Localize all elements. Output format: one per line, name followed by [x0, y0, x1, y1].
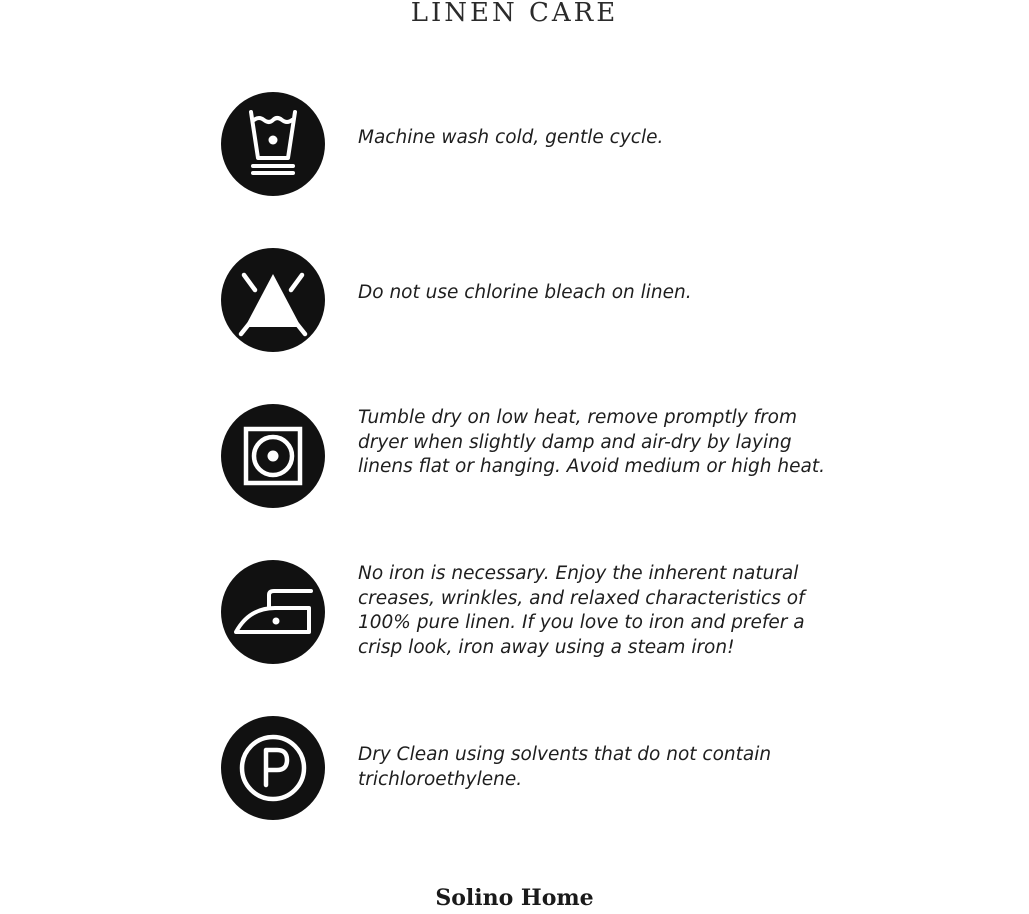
care-item-bleach	[221, 248, 841, 352]
tumble-dry-low-icon	[221, 404, 325, 508]
care-item-dry-clean	[221, 716, 841, 820]
care-text-wash: Machine wash cold, gentle cycle.	[358, 127, 664, 148]
page-title: LINEN CARE	[410, 0, 619, 28]
wash-30-icon	[221, 92, 325, 196]
care-item-wash	[221, 92, 841, 196]
care-item-iron	[221, 560, 841, 664]
iron-low-icon	[221, 560, 325, 664]
brand-name: Solino Home	[435, 885, 594, 911]
no-chlorine-bleach-icon	[221, 248, 325, 352]
dry-clean-p-icon	[221, 716, 325, 820]
care-item-tumble-dry	[221, 404, 841, 508]
care-text-tumble-dry: Tumble dry on low heat, remove promptly from dryer when slightly damp and air-dry by laying linens flat or hanging. Avoid medium or high heat.	[358, 407, 825, 477]
care-text-iron: No iron is necessary. Enjoy the inherent natural creases, wrinkles, and relaxed characteristics of 100% pure linen. If you love to iron and prefer a crisp look, iron away using a steam iron!	[358, 563, 805, 658]
care-text-bleach: Do not use chlorine bleach on linen.	[358, 282, 692, 303]
care-text-dry-clean: Dry Clean using solvents that do not contain trichloroethylene.	[358, 744, 772, 790]
